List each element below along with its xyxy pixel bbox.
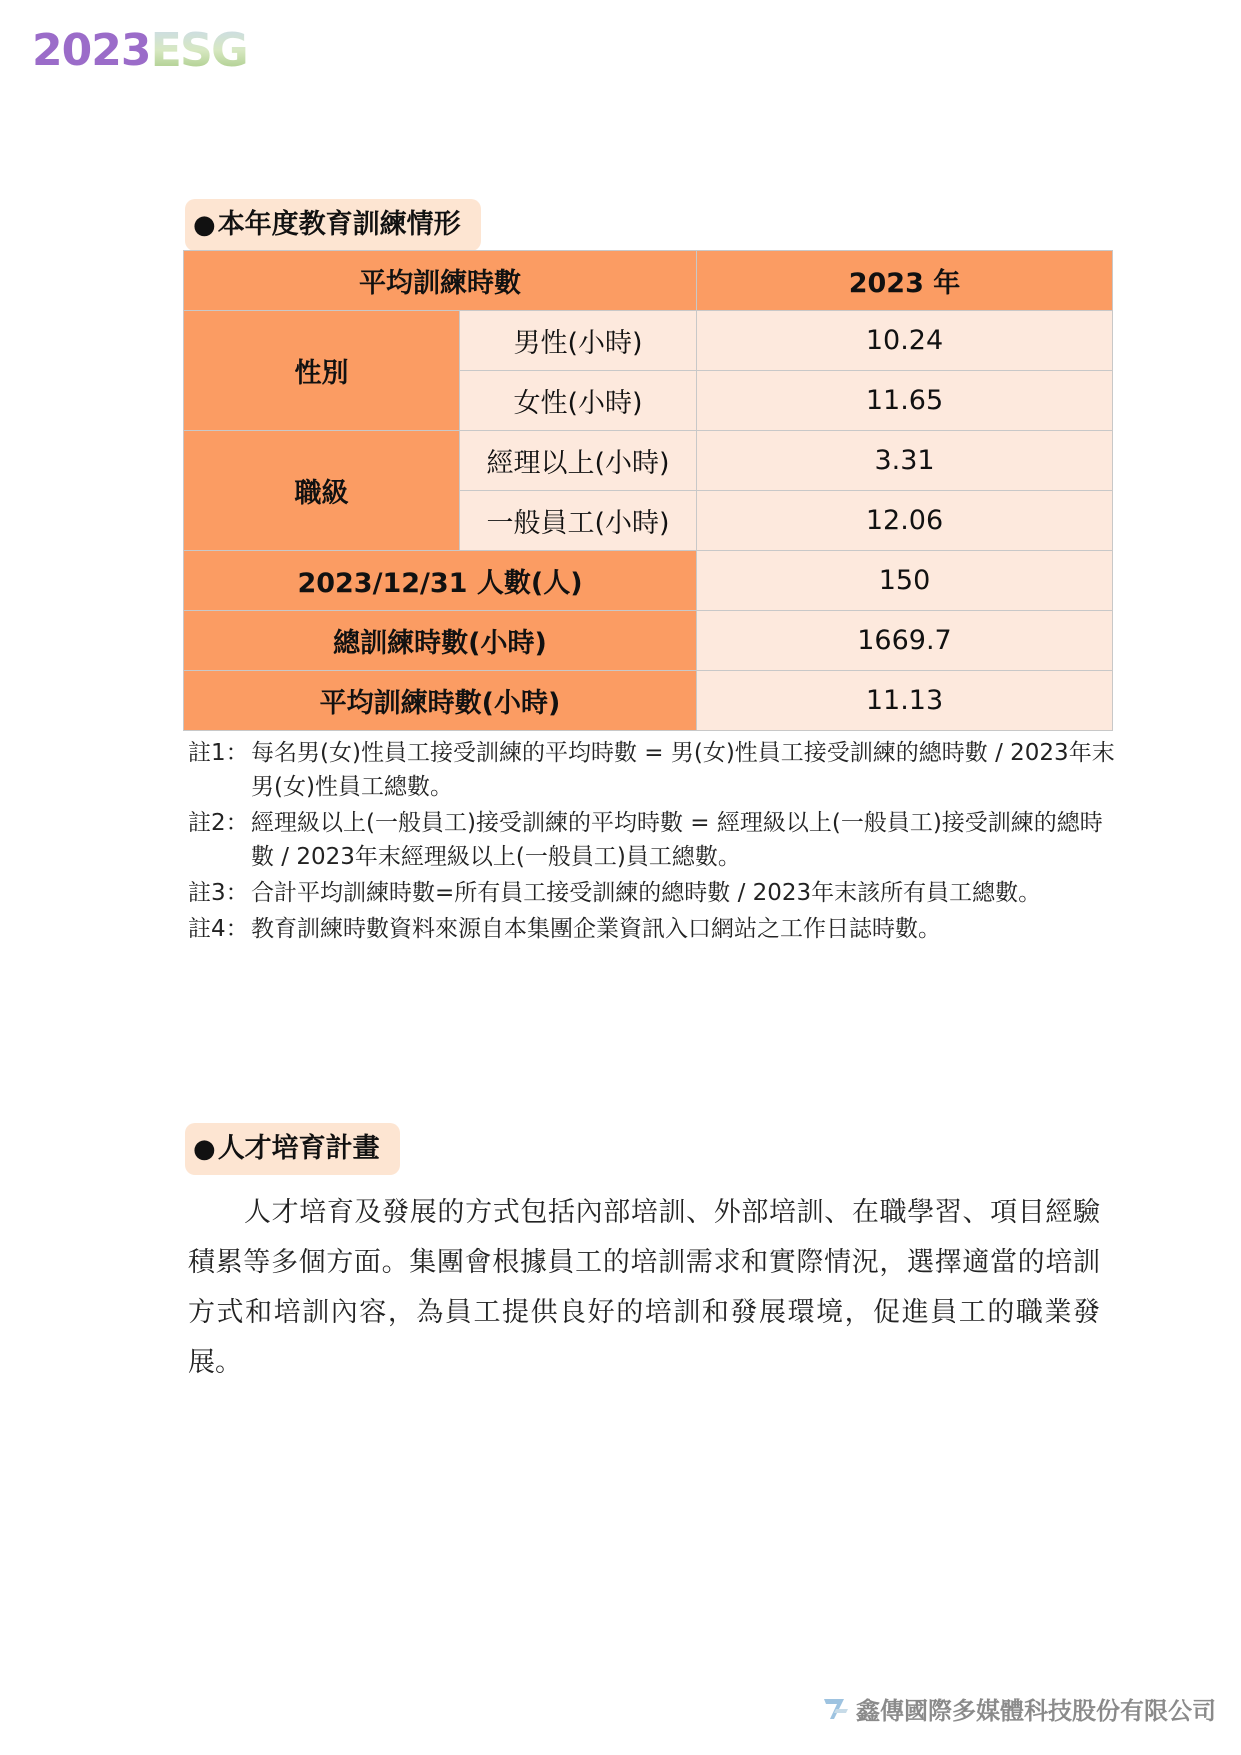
note-text: 經理級以上(一般員工)接受訓練的平均時數 = 經理級以上(一般員工)接受訓練的總時數 / 2023年末經理級以上(一般員工)員工總數。 [251,810,1103,870]
logo-esg-mark: ESG [150,23,247,77]
table-header-year: 2023 年 [697,251,1113,311]
footer [822,1692,1216,1724]
section-title-talent-text: 人才培育計畫 [217,1133,380,1164]
table-row [184,671,1113,731]
table-row [184,551,1113,611]
bullet-icon: ● [193,1134,216,1164]
row-label-general-staff: 一般員工(小時) [460,491,697,551]
row-label-female: 女性(小時) [460,371,697,431]
note-item [188,806,1118,874]
logo-year: 2023 [32,24,151,76]
table-row [184,431,1113,491]
row-label-male: 男性(小時) [460,311,697,371]
note-item [188,736,1118,804]
note-text: 合計平均訓練時數=所有員工接受訓練的總時數 / 2023年末該所有員工總數。 [251,880,1042,906]
section-title-training-text: 本年度教育訓練情形 [217,209,461,240]
note-item [188,876,1118,910]
row-label-headcount: 2023/12/31 人數(人) [184,551,697,611]
row-label-manager: 經理以上(小時) [460,431,697,491]
value-total-hours: 1669.7 [697,611,1113,671]
section-title-training [185,199,481,251]
row-label-average-hours: 平均訓練時數(小時) [184,671,697,731]
value-headcount: 150 [697,551,1113,611]
note-text: 每名男(女)性員工接受訓練的平均時數 = 男(女)性員工接受訓練的總時數 / 2023年末男(女)性員工總數。 [251,740,1115,800]
note-label: 註3： [188,880,249,906]
esg-logo [32,22,247,78]
company-logo-icon [822,1695,850,1721]
bullet-icon: ● [193,210,216,240]
table-row [184,251,1113,311]
value-average-hours: 11.13 [697,671,1113,731]
note-label: 註4： [188,916,249,942]
table-header-label: 平均訓練時數 [184,251,697,311]
table-row [184,611,1113,671]
note-item [188,912,1118,946]
table-row [184,311,1113,371]
gender-group-label: 性別 [184,311,460,431]
row-label-total-hours: 總訓練時數(小時) [184,611,697,671]
value-general-staff: 12.06 [697,491,1113,551]
table-notes [188,736,1118,948]
value-manager: 3.31 [697,431,1113,491]
company-name: 鑫傳國際多媒體科技股份有限公司 [856,1696,1216,1725]
talent-paragraph: 人才培育及發展的方式包括內部培訓、外部培訓、在職學習、項目經驗積累等多個方面。集團會根據員工的培訓需求和實際情況，選擇適當的培訓方式和培訓內容，為員工提供良好的培訓和發展環境，促進員工的職業發展。 [188,1197,1100,1378]
training-table [183,250,1113,731]
note-label: 註2： [188,810,249,836]
rank-group-label: 職級 [184,431,460,551]
value-male: 10.24 [697,311,1113,371]
note-label: 註1： [188,740,249,766]
note-text: 教育訓練時數資料來源自本集團企業資訊入口網站之工作日誌時數。 [251,916,941,942]
value-female: 11.65 [697,371,1113,431]
section-title-talent [185,1123,400,1175]
